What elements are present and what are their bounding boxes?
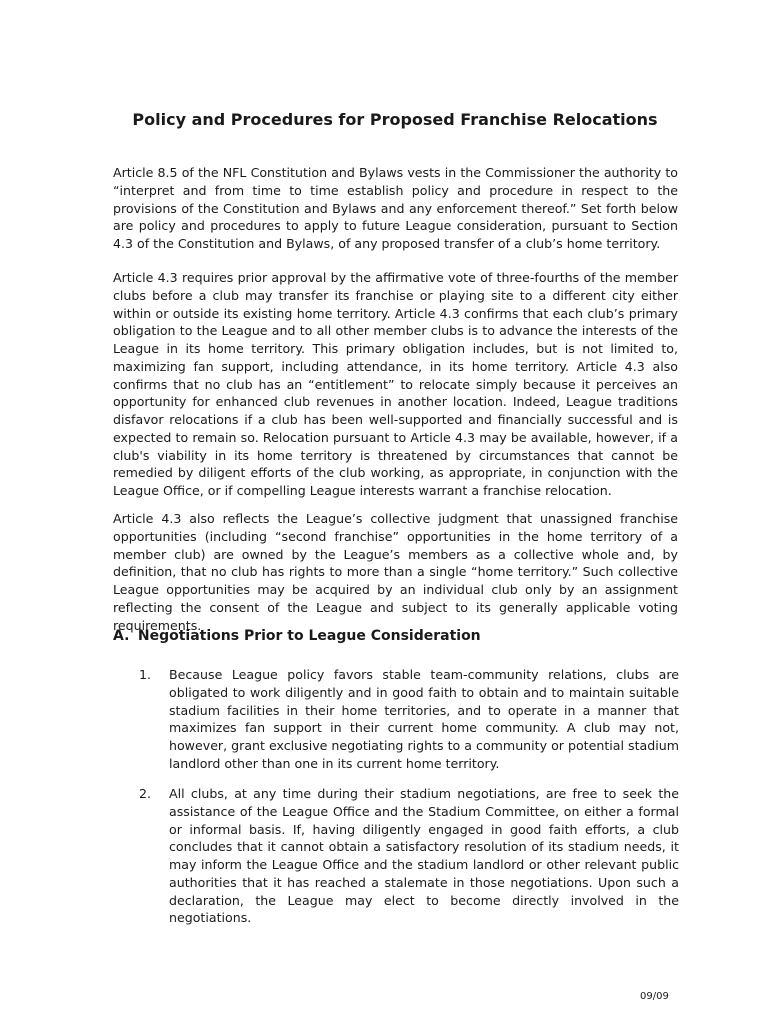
paragraph-article-4-3-collective: Article 4.3 also reflects the League’s collective judgment that unassigned franchise opportunities (including “second franchise” opportunities in the home territory of a member club) are owned by the League’s members as a collective whole and, by definition, that no club has rights to more than a single “home territory.” Such collective League opportunities may be acquired by an individual club only by an assignment reflecting the consent of the League and subject to its generally applicable voting requirements. xyxy=(113,511,678,633)
document-title: Policy and Procedures for Proposed Franchise Relocations xyxy=(132,110,658,129)
paragraph-article-8-5: Article 8.5 of the NFL Constitution and Bylaws vests in the Commissioner the authority to “interpret and from time to time establish policy and procedure in respect to the provisions of the Constitution and Bylaws and any enforcement thereof.” Set forth below are policy and procedures to apply to future League consideration, pursuant to Section 4.3 of the Constitution and Bylaws, of any proposed transfer of a club’s home territory. xyxy=(113,165,678,251)
page-number: 09/09 xyxy=(640,991,669,1002)
section-letter: A. xyxy=(113,628,130,644)
list-item-text: All clubs, at any time during their stadium negotiations, are free to seek the assistance of the League Office and the Stadium Committee, on either a formal or informal basis. If, having diligently engaged in good faith efforts, a club concludes that it cannot obtain a satisfactory resolution of its stadium needs, it may inform the League Office and the stadium landlord or other relevant public authorities that it has reached a stalemate in those negotiations. Upon such a declaration, the League may elect to become directly involved in the negotiations. xyxy=(169,786,679,926)
list-item-number: 2. xyxy=(139,786,152,801)
list-item-text: Because League policy favors stable team-community relations, clubs are obligated to work diligently and in good faith to obtain and to maintain suitable stadium facilities in their home territories, and to operate in a manner that maximizes fan support in their current home community. A club may not, however, grant exclusive negotiating rights to a community or potential stadium landlord other than one in its current home territory. xyxy=(169,667,679,771)
section-heading-text: Negotiations Prior to League Consideration xyxy=(137,628,481,644)
list-item-number: 1. xyxy=(139,667,152,682)
section-heading xyxy=(113,628,481,644)
paragraph-article-4-3-approval: Article 4.3 requires prior approval by the affirmative vote of three-fourths of the member clubs before a club may transfer its franchise or playing site to a different city either within or outside its existing home territory. Article 4.3 confirms that each club’s primary obligation to the League and to all other member clubs is to advance the interests of the League in its home territory. This primary obligation includes, but is not limited to, maximizing fan support, including attendance, in its home territory. Article 4.3 also confirms that no club has an “entitlement” to relocate simply because it perceives an opportunity for enhanced club revenues in another location. Indeed, League traditions disfavor relocations if a club has been well-supported and financially successful and is expected to remain so. Relocation pursuant to Article 4.3 may be available, however, if a club's viability in its home territory is threatened by circumstances that cannot be remedied by diligent efforts of the club working, as appropriate, in conjunction with the League Office, or if compelling League interests warrant a franchise relocation. xyxy=(113,270,678,498)
